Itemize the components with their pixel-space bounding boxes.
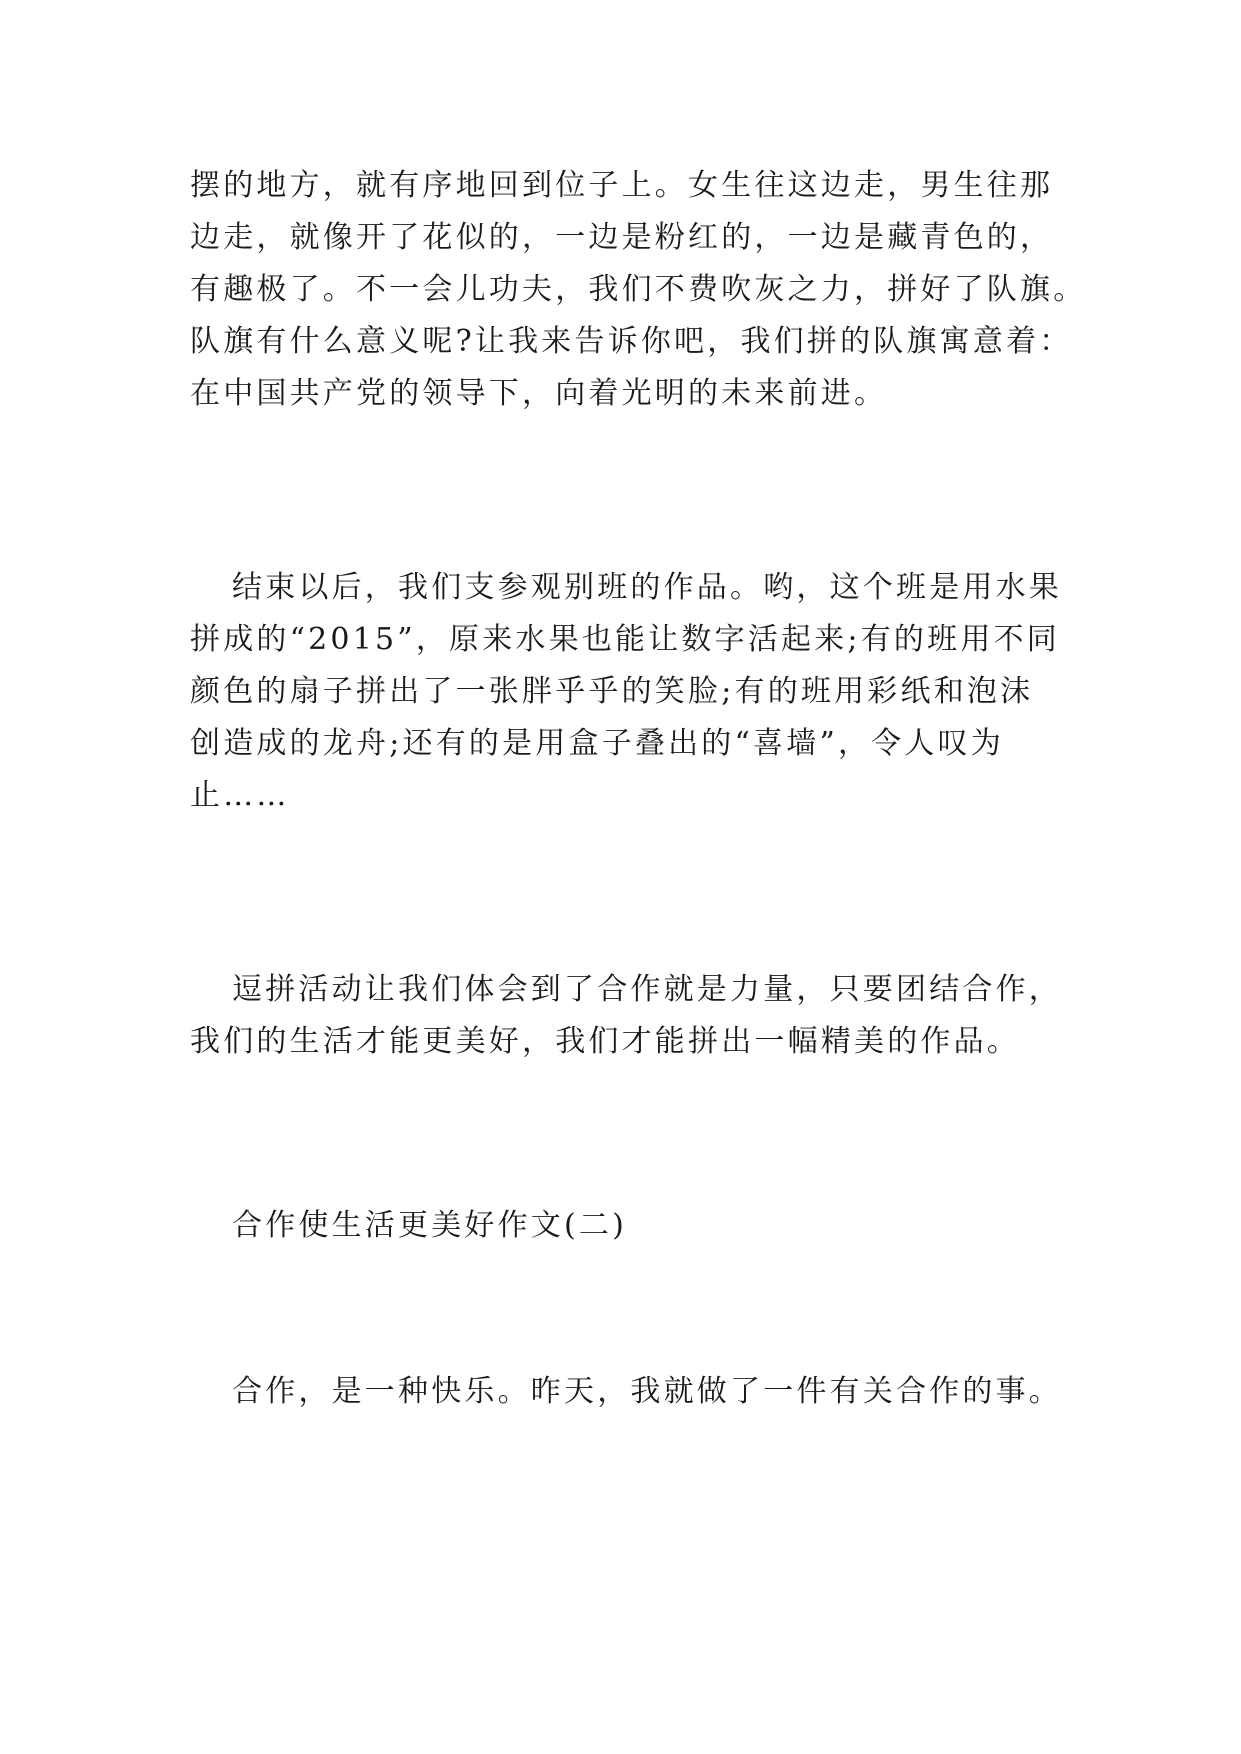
- text-line: 我们的生活才能更美好，我们才能拼出一幅精美的作品。: [190, 1024, 1020, 1059]
- text-line: 队旗有什么意义呢?让我来告诉你吧，我们拼的队旗寓意着：: [190, 324, 1073, 359]
- text-line: 颜色的扇子拼出了一张胖乎乎的笑脸;有的班用彩纸和泡沫: [190, 674, 1034, 709]
- text-line: 有趣极了。不一会儿功夫，我们不费吹灰之力，拼好了队旗。: [190, 272, 1087, 307]
- text-line: 逗拼活动让我们体会到了合作就是力量，只要团结合作，: [232, 972, 1062, 1007]
- text-line: 结束以后，我们支参观别班的作品。哟，这个班是用水果: [232, 570, 1062, 605]
- text-line: 创造成的龙舟;还有的是用盒子叠出的“喜墙”，令人叹为: [190, 726, 1004, 761]
- text-line: 摆的地方，就有序地回到位子上。女生往这边走，男生往那: [190, 168, 1054, 203]
- text-line: 止……: [190, 778, 290, 813]
- text-line: 在中国共产党的领导下，向着光明的未来前进。: [190, 376, 888, 411]
- text-line: 边走，就像开了花似的，一边是粉红的，一边是藏青色的，: [190, 220, 1054, 255]
- text-line: 拼成的“2015”，原来水果也能让数字活起来;有的班用不同: [190, 622, 1060, 657]
- text-line: 合作，是一种快乐。昨天，我就做了一件有关合作的事。: [232, 1374, 1062, 1409]
- essay-heading: 合作使生活更美好作文(二): [232, 1208, 628, 1243]
